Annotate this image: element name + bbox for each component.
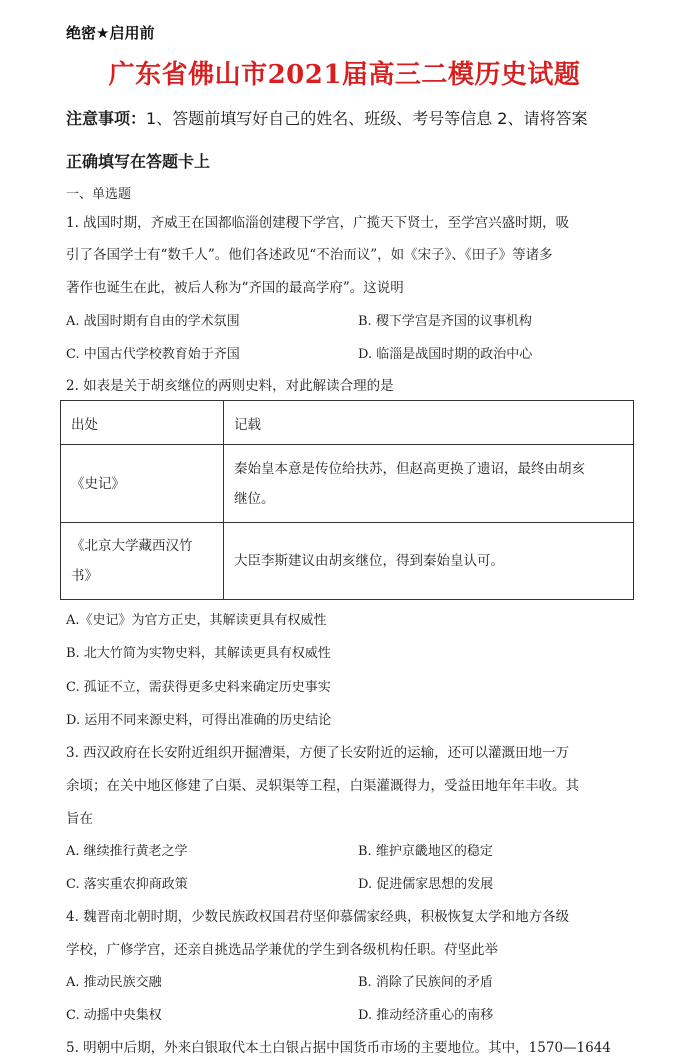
source-table <box>60 400 634 600</box>
notice-text-1: 1、答题前填写好自己的姓名、班级、考号等信息 2、请将答案 <box>146 109 588 128</box>
q1-line-1: 1. 战国时期，齐威王在国都临淄创建稷下学宫，广揽天下贤士，至学宫兴盛时期，吸 <box>66 215 570 231</box>
confidential-label: 绝密★启用前 <box>66 24 155 42</box>
table-header-record: 记载 <box>224 401 634 445</box>
q4-line-1: 4. 魏晋南北朝时期，少数民族政权国君苻坚仰慕儒家经典，积极恢复太学和地方各级 <box>66 909 570 925</box>
q3-option-b: B. 维护京畿地区的稳定 <box>358 844 493 859</box>
q2-option-c: C. 孤证不立，需获得更多史料来确定历史事实 <box>66 680 331 695</box>
q4-option-c: C. 动摇中央集权 <box>66 1008 162 1023</box>
q4-option-d: D. 推动经济重心的南移 <box>358 1008 494 1023</box>
notice-label: 注意事项： <box>66 109 147 128</box>
table-header-row <box>61 401 634 445</box>
q3-option-c: C. 落实重农抑商政策 <box>66 877 188 892</box>
table-cell-source-text: 《史记》 <box>71 475 125 492</box>
table-cell-record-line: 秦始皇本意是传位给扶苏，但赵高更换了遗诏，最终由胡亥 <box>234 460 585 477</box>
q3-option-a: A. 继续推行黄老之学 <box>66 844 188 859</box>
table-cell-source <box>61 523 224 600</box>
q1-option-a: A. 战国时期有自由的学术氛围 <box>66 314 240 329</box>
q3-line-3: 旨在 <box>66 811 93 827</box>
q4-option-a: A. 推动民族交融 <box>66 975 162 990</box>
q4-line-2: 学校，广修学宫，还亲自挑选品学兼优的学生到各级机构任职。苻坚此举 <box>66 942 498 958</box>
q2-option-a: A.《史记》为官方正史，其解读更具有权威性 <box>66 613 327 628</box>
q5-line-1: 5. 明朝中后期，外来白银取代本土白银占据中国货币市场的主要地位。其中，1570—1644 <box>66 1040 611 1056</box>
q4-option-b: B. 消除了民族间的矛盾 <box>358 975 493 990</box>
table-cell-record-line: 继位。 <box>234 490 275 507</box>
q2-option-b: B. 北大竹简为实物史料，其解读更具有权威性 <box>66 646 331 661</box>
table-cell-source-line: 书》 <box>71 568 98 584</box>
q1-line-2: 引了各国学士有“数千人”。他们各述政见“不治而议”，如《宋子》、《田子》等诸多 <box>66 247 553 263</box>
exam-title: 广东省佛山市2021届高三二模历史试题 <box>108 60 581 90</box>
q1-option-d: D. 临淄是战国时期的政治中心 <box>358 347 533 362</box>
table-row <box>61 523 634 600</box>
q1-line-3: 著作也诞生在此，被后人称为“齐国的最高学府”。这说明 <box>66 280 404 296</box>
table-cell-source-line: 《北京大学藏西汉竹 <box>71 538 193 554</box>
table-row <box>61 445 634 523</box>
table-cell-record <box>224 523 634 600</box>
notice-line-1 <box>66 106 587 129</box>
q1-option-b: B. 稷下学宫是齐国的议事机构 <box>358 314 532 329</box>
table-cell-record-text: 大臣李斯建议由胡亥继位，得到秦始皇认可。 <box>234 553 504 569</box>
table-cell-record <box>224 445 634 523</box>
q3-line-2: 余顷；在关中地区修建了白渠、灵轵渠等工程，白渠灌溉得力，受益田地年年丰收。其 <box>66 778 579 794</box>
q1-option-c: C. 中国古代学校教育始于齐国 <box>66 347 240 362</box>
q2-stem: 2. 如表是关于胡亥继位的两则史料，对此解读合理的是 <box>66 378 394 394</box>
notice-line-2: 正确填写在答题卡上 <box>66 152 211 171</box>
q3-line-1: 3. 西汉政府在长安附近组织开掘漕渠，方便了长安附近的运输，还可以灌溉田地一万 <box>66 745 570 761</box>
section-title: 一、单选题 <box>66 187 132 202</box>
q2-option-d: D. 运用不同来源史料，可得出准确的历史结论 <box>66 713 332 728</box>
table-cell-source <box>61 445 224 523</box>
table-header-source: 出处 <box>61 401 224 445</box>
q3-option-d: D. 促进儒家思想的发展 <box>358 877 494 892</box>
